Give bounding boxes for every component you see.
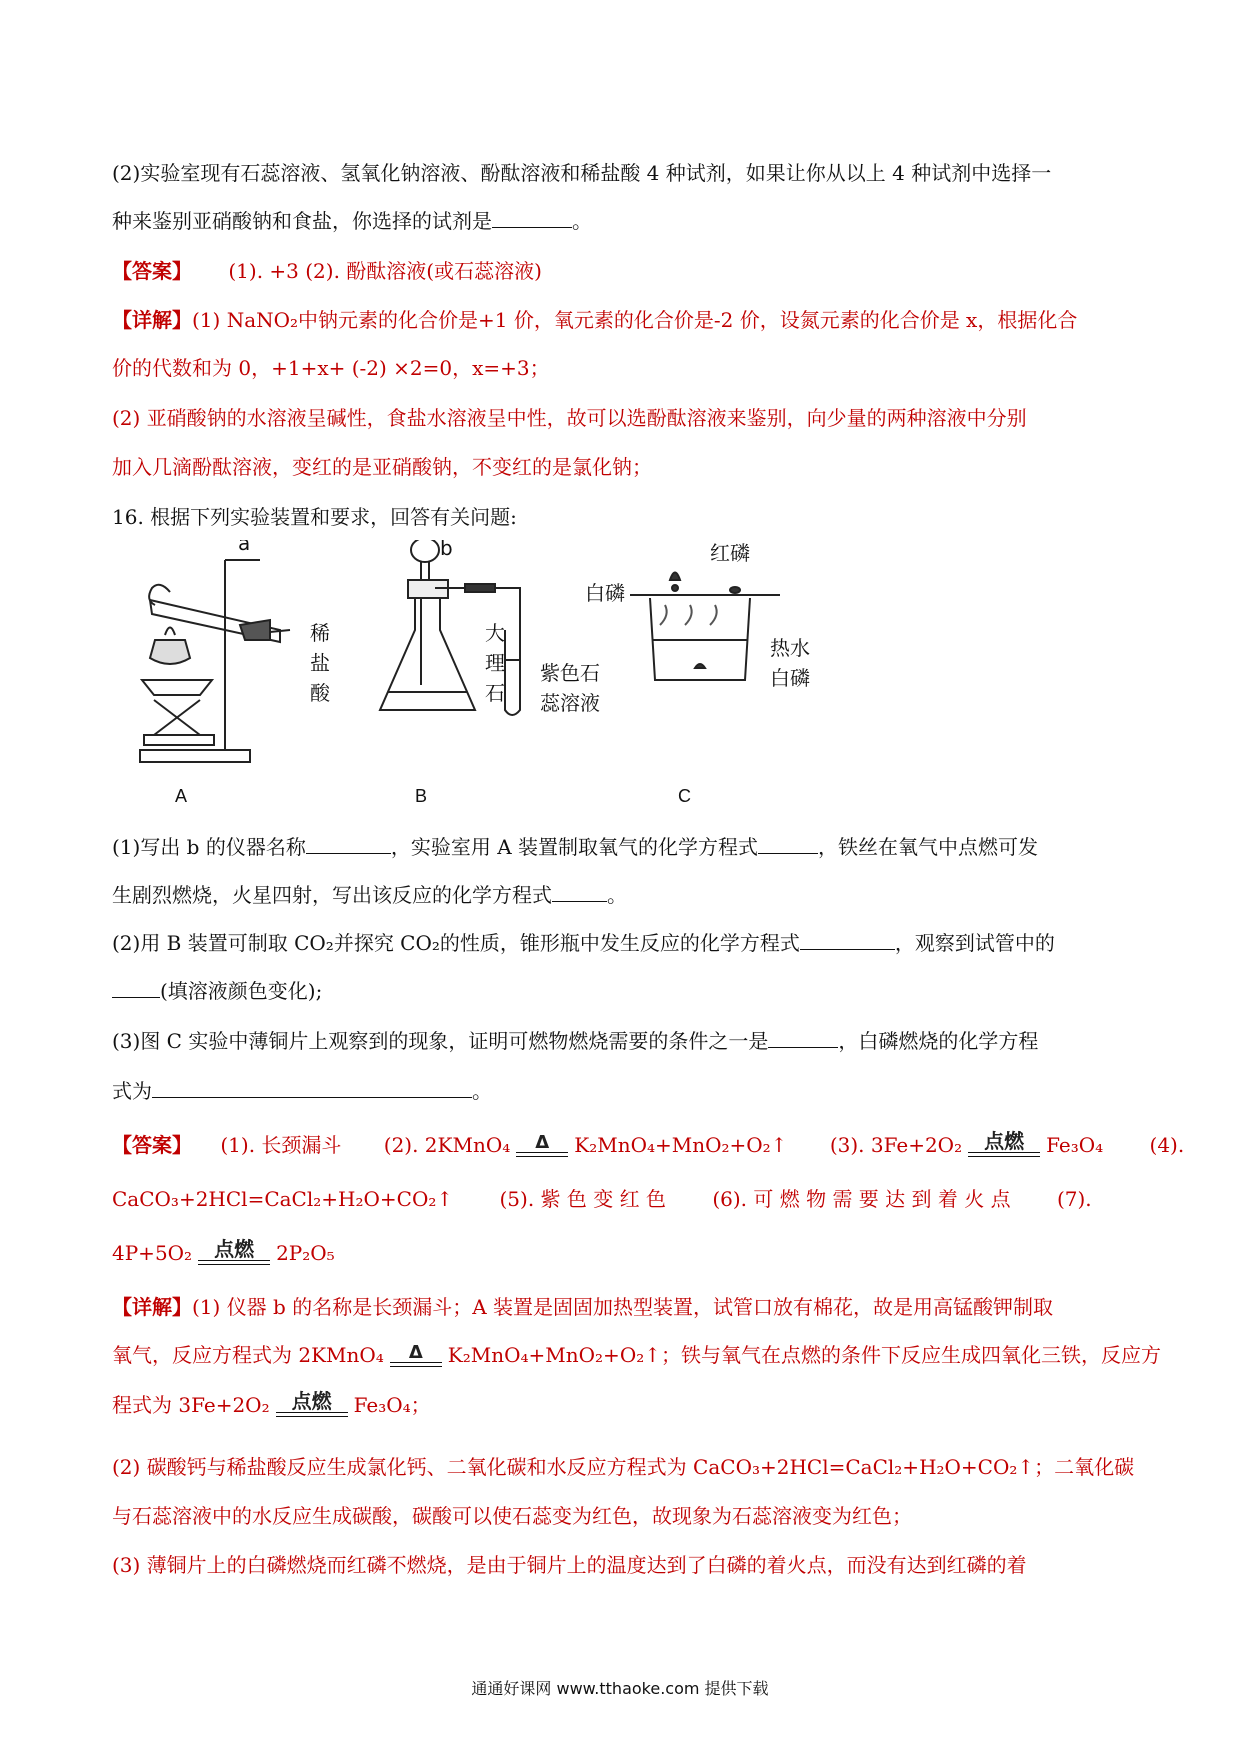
caption-c: C [678, 786, 691, 806]
q15-detail-line1 [112, 305, 1077, 335]
answer-tag: 【答案】 [112, 1133, 192, 1157]
q16-p1-text-a: (1)写出 b 的仪器名称 [112, 835, 306, 859]
c-red-phosphorus: 红磷 [710, 541, 750, 565]
ignite-condition-sign: 点燃 [968, 1132, 1040, 1162]
apparatus-a [140, 560, 290, 762]
lab-jack-top [142, 680, 212, 695]
q16-part1-line1 [112, 832, 1038, 862]
detail-tag: 【详解】 [112, 308, 192, 332]
q16-p2-text-c: (填溶液颜色变化); [160, 979, 323, 1003]
q16-answer-line2 [112, 1184, 1092, 1214]
q15-part2-line1: (2)实验室现有石蕊溶液、氢氧化钠溶液、酚酞溶液和稀盐酸 4 种试剂，如果让你从以上 4 种试剂中选择一 [112, 161, 1052, 185]
q16-detail-line2 [112, 1340, 1161, 1372]
b-left-3: 酸 [310, 681, 330, 705]
q16-p2-text-a: (2)用 B 装置可制取 CO₂并探究 CO₂的性质，锥形瓶中发生反应的化学方程式 [112, 931, 800, 955]
period: 。 [472, 1079, 492, 1103]
b-right-1: 大 [485, 621, 505, 645]
b-right-2: 理 [485, 651, 505, 675]
answer-blank [112, 977, 160, 998]
ignite-condition-sign: 点燃 [198, 1240, 270, 1270]
test-tube-b [505, 630, 520, 715]
caption-a: A [175, 786, 188, 806]
q16-detail-text2a: 氧气，反应方程式为 2KMnO₄ [112, 1343, 384, 1367]
q16-p1-text-b: ，实验室用 A 装置制取氧气的化学方程式 [390, 835, 759, 859]
q16-detail-text2b: K₂MnO₄+MnO₂+O₂↑；铁与氧气在点燃的条件下反应生成四氧化三铁，反应方 [447, 1343, 1161, 1367]
answer-blank [800, 929, 895, 950]
c-white-phosphorus-bottom: 白磷 [770, 666, 810, 690]
q16-answer-7-products: 2P₂O₅ [276, 1241, 335, 1265]
q16-part1-line2 [112, 880, 627, 910]
b-left-1: 稀 [310, 621, 330, 645]
answer-blank [306, 833, 391, 854]
answer-blank [768, 1027, 838, 1048]
q16-answer-2-products: K₂MnO₄+MnO₂+O₂↑ [574, 1133, 788, 1157]
q16-part3-line2 [112, 1076, 492, 1106]
q16-detail-text3b: Fe₃O₄； [353, 1393, 431, 1417]
answer-blank [758, 833, 818, 854]
q15-part2-text: 种来鉴别亚硝酸钠和食盐，你选择的试剂是 [112, 209, 492, 233]
q16-answer-7-reactants: 4P+5O₂ [112, 1241, 193, 1265]
period: 。 [572, 209, 592, 233]
iron-stand-base [140, 750, 250, 762]
q16-answer-4-label: (4). [1149, 1133, 1185, 1157]
lab-jack-scissors [154, 700, 200, 735]
q16-answer-line1 [112, 1130, 1184, 1162]
q16-detail-text3a: 程式为 3Fe+2O₂ [112, 1393, 270, 1417]
q16-answer-7-label: (7). [1056, 1187, 1092, 1211]
red-phosphorus [730, 587, 740, 593]
label-a: a [238, 540, 251, 555]
c-hot-water: 热水 [770, 636, 810, 660]
q16-answer-2-reactants: (2). 2KMnO₄ [383, 1133, 511, 1157]
alcohol-lamp [150, 640, 190, 664]
q16-answer-line3 [112, 1238, 335, 1270]
q16-p1-text-c: ，铁丝在氧气中点燃可发 [818, 835, 1039, 859]
answer-blank [152, 1077, 472, 1098]
c-white-phosphorus-top: 白磷 [585, 581, 625, 605]
answer-blank [492, 207, 572, 228]
q16-answer-1: (1). 长颈漏斗 [220, 1133, 342, 1157]
q16-stem: 16. 根据下列实验装置和要求，回答有关问题: [112, 505, 517, 529]
q15-detail-text1: (1) NaNO₂中钠元素的化合价是+1 价，氧元素的化合价是-2 价，设氮元素的化合价是 x，根据化合 [192, 308, 1078, 332]
answer-tag: 【答案】 [112, 259, 192, 283]
q16-p2-text-b: ，观察到试管中的 [894, 931, 1055, 955]
q16-p3-text-c: 式为 [112, 1079, 152, 1103]
q16-detail-text1: (1) 仪器 b 的名称是长颈漏斗；A 装置是固固加热型装置，试管口放有棉花，故是用高锰酸钾制取 [192, 1295, 1054, 1319]
label-b: b [440, 540, 453, 560]
q15-answer-text: (1). +3 (2). 酚酞溶液(或石蕊溶液) [228, 259, 542, 283]
q15-part2-line2 [112, 206, 592, 236]
period: 。 [607, 883, 627, 907]
q16-detail-line4: (2) 碳酸钙与稀盐酸反应生成氯化钙、二氧化碳和水反应方程式为 CaCO₃+2HCl=CaCl₂+H₂O+CO₂↑；二氧化碳 [112, 1455, 1135, 1479]
apparatus-figure [130, 540, 1080, 810]
conical-flask [380, 598, 475, 710]
apparatus-c [630, 573, 780, 681]
q16-part2-line2 [112, 976, 322, 1006]
white-phosphorus-underwater [695, 664, 705, 668]
q16-part2-line1 [112, 928, 1055, 958]
b-tube-1: 紫色石 [540, 661, 600, 685]
b-tube-2: 蕊溶液 [540, 691, 600, 715]
heat-condition-sign: Δ [390, 1342, 442, 1372]
b-left-2: 盐 [310, 651, 330, 675]
caption-b: B [415, 786, 428, 806]
q15-detail-line4: 加入几滴酚酞溶液，变红的是亚硝酸钠，不变红的是氯化钠； [112, 455, 652, 479]
q16-p3-text-a: (3)图 C 实验中薄铜片上观察到的现象，证明可燃物燃烧需要的条件之一是 [112, 1029, 769, 1053]
long-neck-funnel-bulb [411, 540, 439, 562]
delivery-tube [435, 588, 520, 680]
q15-detail-line2: 价的代数和为 0，+1+x+ (-2) ×2=0，x=+3； [112, 356, 550, 380]
q16-answer-4: CaCO₃+2HCl=CaCl₂+H₂O+CO₂↑ [112, 1187, 454, 1211]
q16-answer-3-products: Fe₃O₄ [1046, 1133, 1104, 1157]
q16-detail-line6: (3) 薄铜片上的白磷燃烧而红磷不燃烧，是由于铜片上的温度达到了白磷的着火点，而没有达到红磷的着 [112, 1553, 1027, 1577]
ignite-condition-sign: 点燃 [276, 1392, 348, 1422]
q16-answer-5: (5). 紫 色 变 红 色 [499, 1187, 666, 1211]
b-right-3: 石 [485, 681, 505, 705]
white-phosphorus-flame [670, 573, 680, 581]
heat-condition-sign: Δ [516, 1132, 568, 1162]
page-footer: 通通好课网 www.tthaoke.com 提供下载 [471, 1679, 769, 1698]
answer-blank [552, 881, 607, 902]
q16-detail-line3 [112, 1390, 431, 1422]
q15-answer [112, 256, 542, 286]
q16-detail-line1 [112, 1292, 1053, 1322]
q16-answer-3-reactants: (3). 3Fe+2O₂ [829, 1133, 963, 1157]
q16-answer-6: (6). 可 燃 物 需 要 达 到 着 火 点 [712, 1187, 1011, 1211]
q16-part3-line1 [112, 1026, 1038, 1056]
q16-p1-text-d: 生剧烈燃烧，火星四射，写出该反应的化学方程式 [112, 883, 552, 907]
lamp-flame [165, 628, 175, 636]
q16-detail-line5: 与石蕊溶液中的水反应生成碳酸，碳酸可以使石蕊变为红色，故现象为石蕊溶液变为红色； [112, 1504, 912, 1528]
q16-p3-text-b: ，白磷燃烧的化学方程 [838, 1029, 1039, 1053]
q15-detail-line3: (2) 亚硝酸钠的水溶液呈碱性，食盐水溶液呈中性，故可以选酚酞溶液来鉴别，向少量的两种溶液中分别 [112, 406, 1027, 430]
detail-tag: 【详解】 [112, 1295, 192, 1319]
